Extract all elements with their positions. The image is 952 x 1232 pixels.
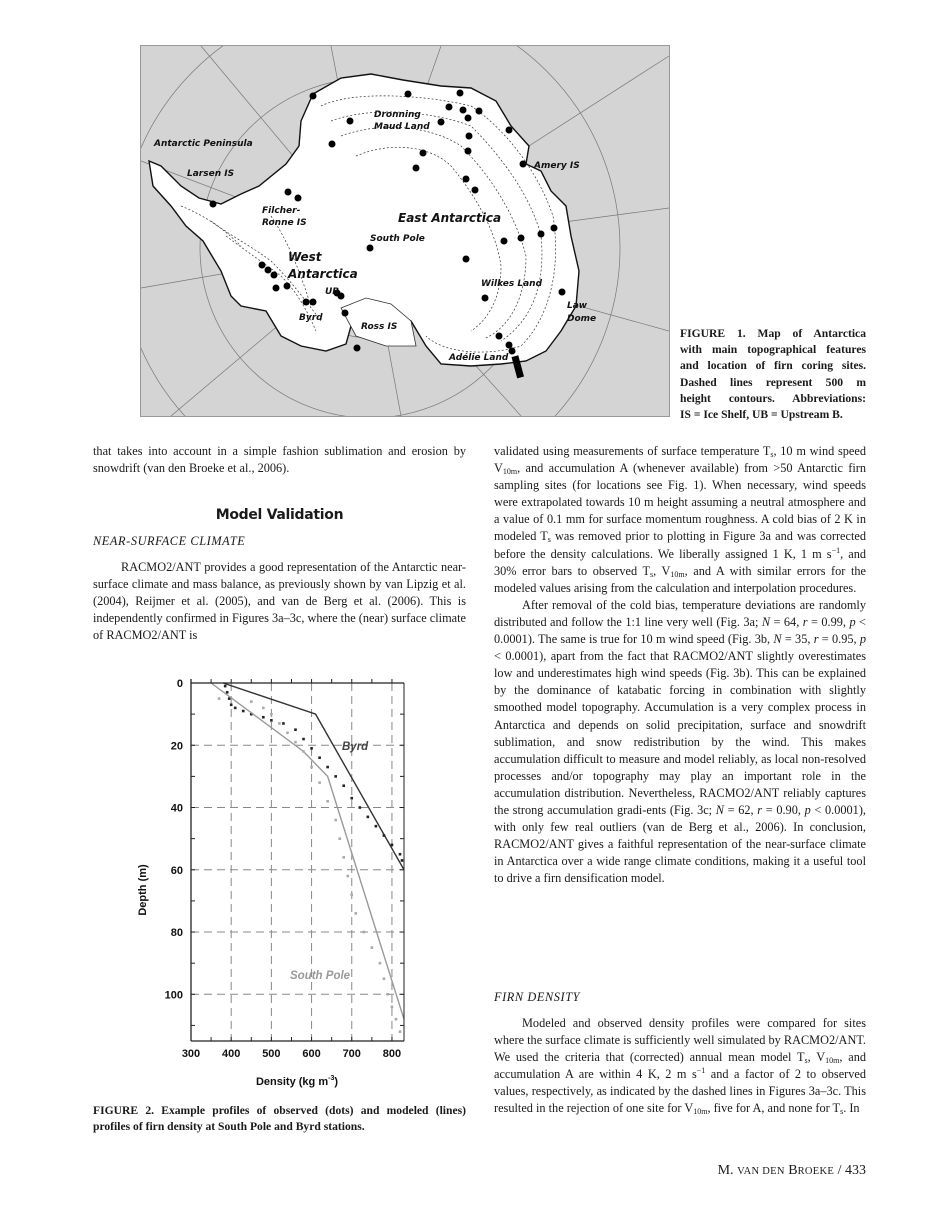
observation-dot (302, 750, 305, 753)
observation-dot (395, 1018, 398, 1021)
label-west-2: Antarctica (288, 267, 358, 281)
observation-dot (318, 756, 321, 759)
observation-dot (294, 741, 297, 744)
observation-dot (224, 685, 227, 688)
author-last-rest: ROEKE (797, 1166, 835, 1177)
section-heading: Model Validation (215, 507, 344, 523)
figure-1-map (140, 45, 670, 417)
y-tick-label: 80 (170, 927, 183, 940)
page-number: / 433 (834, 1163, 866, 1178)
observation-dot (234, 707, 237, 710)
observation-dot (334, 819, 337, 822)
observation-dot (401, 859, 404, 862)
x-tick-label: 800 (382, 1048, 402, 1060)
right-paragraph-1 (494, 443, 866, 887)
subheading-firn-density: FIRN DENSITY (494, 990, 581, 1004)
label-larsen-is: Larsen IS (187, 169, 235, 179)
observation-dot (250, 700, 253, 703)
x-axis-label: Density (kg $m^{-3}$) (255, 1075, 339, 1088)
observation-dot (310, 747, 313, 750)
caption-line: height contours. Abbreviations: (680, 391, 866, 405)
author-particle: VAN DEN (737, 1166, 785, 1177)
observation-dot (350, 893, 353, 896)
observation-dot (391, 844, 394, 847)
x-tick-label: 600 (302, 1048, 321, 1060)
observation-dot (270, 719, 273, 722)
label-filcher-2: Ronne IS (262, 218, 307, 228)
observation-dot (326, 800, 329, 803)
caption-line: FIGURE 1. Map of Antarctica (680, 327, 866, 340)
label-adelie-land: Adélie Land (449, 353, 509, 363)
label-ross-is: Ross IS (361, 322, 398, 332)
observation-dot (230, 703, 233, 706)
x-tick-label: 400 (222, 1048, 241, 1060)
observation-dot (294, 728, 297, 731)
caption-line: IS = Ice Shelf, UB = Upstream B. (680, 408, 843, 422)
model-line (223, 683, 404, 870)
label-ub: UB (325, 287, 340, 297)
observation-dot (226, 691, 229, 694)
y-tick-label: 0 (176, 678, 183, 690)
observation-dot (218, 697, 221, 700)
observation-dot (278, 722, 281, 725)
observation-dot (262, 707, 265, 710)
paragraph-text: After removal of the cold bias, temperature deviations are randomly distributed and follow the 1:1 line very well (Fig. 3a; N = 64, r = 0.99, p < 0.0001). The same is true for 10 m wind speed (Fig. 3b, N = 35, r = 0.95, p < 0.0001), apart from the fact that RACMO2/ANT slightly overestimates low and underestimates high wind speeds (Fig. 3b). This can be explained by the dominance of katabatic forcing in combination with slightly smoothed model topography. Accumulation is a very complex process in Antarctica and depends on solid precipitation, surface and snowdrift sublimation, and snow redistribution by the wind. This makes accumulation difficult to measure and model reliably, as local non-resolved processes and/or topography may play an important role in the accumulation distribution. Nevertheless, RACMO2/ANT reliably captures the strong accumulation gradi-ents (Fig. 3c; N = 62, r = 0.90, p < 0.0001), with only few real outliers (van de Berg et al., 2006). In conclusion, RACMO2/ANT gives a faithful representation of the near-surface climate in Antarctica over a wide range climate conditions, making it a useful tool to drive a firn densification model. (494, 597, 866, 886)
label-law-2: Dome (567, 314, 597, 324)
author-initial: M. (717, 1163, 734, 1178)
y-tick-label: 100 (164, 989, 183, 1002)
label-wilkes-land: Wilkes Land (481, 279, 543, 289)
observation-dot (338, 837, 341, 840)
observation-dot (342, 784, 345, 787)
figure-1-caption (680, 326, 866, 423)
label-dronning-2: Maud Land (374, 122, 430, 132)
observation-dot (383, 834, 386, 837)
x-tick-label: 700 (342, 1048, 361, 1060)
observation-dot (334, 775, 337, 778)
observation-dot (399, 853, 402, 856)
observation-dot (383, 977, 386, 980)
model-line (211, 683, 404, 1019)
observation-dot (367, 816, 370, 819)
y-axis-label: Depth (m) (137, 864, 149, 916)
observation-dot (391, 1005, 394, 1008)
observation-dot (242, 710, 245, 713)
observation-dot (379, 962, 382, 965)
observation-dot (310, 766, 313, 769)
observation-dot (358, 806, 361, 809)
antarctica-map (141, 46, 669, 416)
label-filcher-1: Filcher- (262, 206, 301, 216)
y-tick-label: 60 (170, 864, 183, 877)
label-amery-is: Amery IS (534, 161, 580, 171)
observation-dot (350, 797, 353, 800)
paragraph-text: that takes into account in a simple fashion sublimation and erosion by snowdrift (van den Broeke et al., 2006). (93, 444, 466, 476)
left-paragraph-2 (93, 559, 466, 644)
density-depth-plot (130, 670, 430, 1100)
observation-dot (363, 931, 366, 934)
observation-dot (318, 781, 321, 784)
observation-dot (387, 993, 390, 996)
label-antarctic-peninsula: Antarctic Peninsula (154, 139, 253, 149)
page-footer (660, 1163, 866, 1179)
south-pole-label: South Pole (290, 970, 351, 982)
paragraph-text: validated using measurements of surface temperature $T_s$, 10 m wind speed $V_{10m}$, and accumulation A (whenever available) from >50 Antarctic firn sampling sites (for locations see Fig. 1). When necessary, wind speeds were extrapolated towards 10 m height assuming a neutral atmosphere and a value of 0.1 mm for surface momentum roughness. A cold bias of 2 K in modeled $T_s$ was removed prior to plotting in Figure 3a and was corrected before the density calculations. We liberally assigned 1 K, 1 m $s^{-1}$, and 30% error bars to observed $T_s$, $V_{10m}$, and A with similar errors for the modeled values arising from the calculation and interpolation procedures. (494, 444, 866, 595)
observation-dot (286, 732, 289, 735)
byrd-label: Byrd (342, 741, 369, 753)
caption-line: and location of firn coring sites. (680, 359, 866, 373)
observation-dot (346, 875, 349, 878)
observation-dot (282, 722, 285, 725)
observation-dot (262, 716, 265, 719)
label-law-1: Law (567, 301, 588, 311)
caption-line: with main topographical features (680, 343, 866, 357)
right-paragraph-3 (494, 1015, 866, 1118)
subheading-near-surface: NEAR-SURFACE CLIMATE (93, 534, 246, 548)
author-last-initial: B (788, 1163, 798, 1178)
observation-dot (270, 713, 273, 716)
x-tick-label: 500 (262, 1048, 281, 1060)
label-byrd: Byrd (299, 313, 323, 323)
observation-dot (375, 825, 378, 828)
figure-2-caption: FIGURE 2. Example profiles of observed (dots) and modeled (lines) profiles of firn density at South Pole and Byrd stations. (93, 1104, 466, 1134)
label-dronning-1: Dronning (374, 110, 421, 120)
caption-line: Dashed lines represent 500 m (680, 375, 866, 389)
y-tick-label: 40 (170, 802, 183, 815)
observation-dot (371, 946, 374, 949)
paragraph-text: RACMO2/ANT provides a good representation of the Antarctic near-surface climate and mass balance, as previously shown by van Lipzig et al. (2004), Reijmer et al. (2005), and van de Berg et al. (2006). This is independently confirmed in Figures 3a–3c, where the (near) surface climate of RACMO2/ANT is (93, 560, 466, 643)
observation-dot (342, 856, 345, 859)
label-south-pole: South Pole (370, 234, 425, 244)
figure-2-chart (130, 670, 430, 1100)
y-tick-label: 20 (170, 740, 183, 753)
observation-dot (302, 738, 305, 741)
label-west-1: West (288, 250, 322, 264)
paragraph-text: Modeled and observed density profiles were compared for sites where the surface climate is sufficiently well simulated by RACMO2/ANT. We used the criteria that (corrected) annual mean model $T_s$, $V_{10m}$, and accumulation A are within 4 K, 2 m $s^{-1}$ and a factor of 2 to observed values, respectively, as indicated by the dashed lines in Figures 3a–3c. This resulted in the rejection of one site for $V_{10m}$, five for A, and none for $T_s$. In (494, 1016, 867, 1117)
observation-dot (326, 766, 329, 769)
left-paragraph-1 (93, 443, 466, 477)
label-east-antarctica: East Antarctica (398, 211, 502, 225)
observation-dot (354, 912, 357, 915)
observation-dot (399, 1030, 402, 1033)
x-tick-label: 300 (181, 1048, 201, 1060)
